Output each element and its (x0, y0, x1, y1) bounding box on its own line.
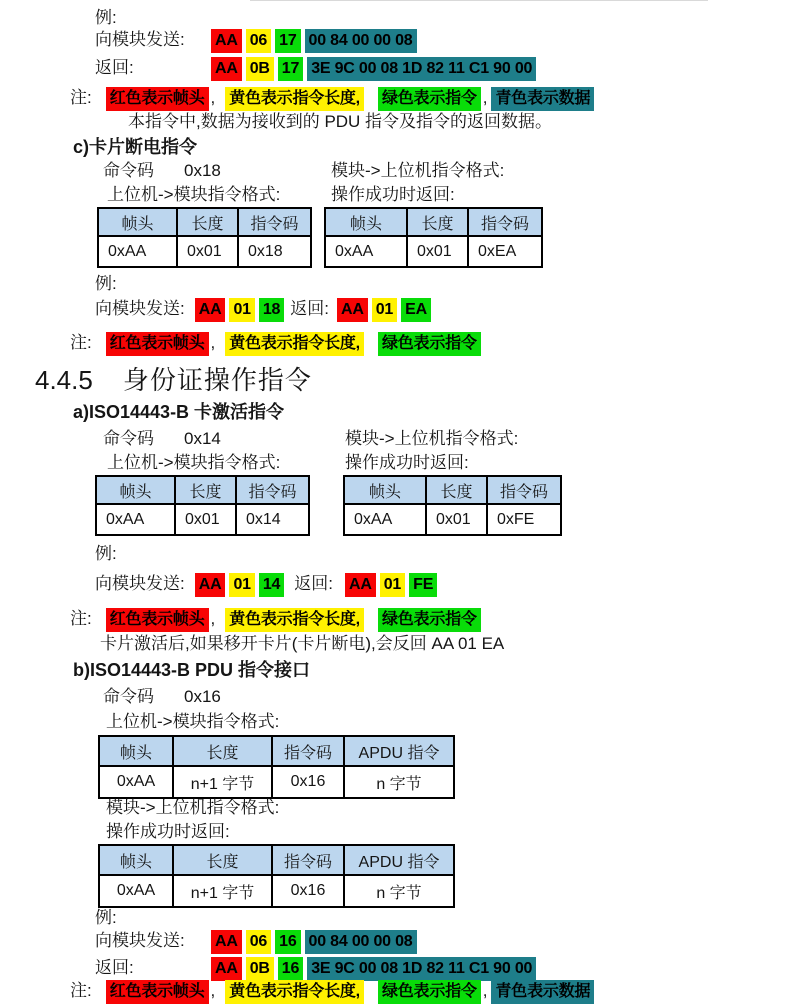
section-b-heading: b)ISO14443-B PDU 指令接口 (73, 660, 311, 680)
hex-chip-length: 01 (229, 298, 254, 322)
note-label: 注: (70, 88, 92, 107)
legend-red: 红色表示帧头 (106, 332, 209, 356)
command-code-value: 0x16 (184, 687, 221, 706)
legend-yellow: 黄色表示指令长度, (225, 980, 364, 1004)
return-label: 返回: (95, 958, 134, 977)
example-label: 例: (95, 8, 117, 27)
section-title: 身份证操作指令 (122, 365, 312, 395)
command-code-value: 0x18 (184, 161, 221, 180)
note-label: 注: (70, 981, 92, 1000)
color-legend-line (70, 331, 483, 356)
return-label: 返回: (294, 574, 333, 593)
hex-chip-length: 01 (229, 573, 254, 597)
table-cell: 0x01 (175, 504, 236, 535)
note-label: 注: (70, 333, 92, 352)
example-label: 例: (95, 908, 117, 927)
note-label: 注: (70, 609, 92, 628)
legend-green: 绿色表示指令 (378, 332, 481, 356)
table-header-cell: 帧头 (98, 208, 177, 236)
hex-chip-frame-header: AA (195, 573, 226, 597)
hex-chip-frame-header: AA (211, 957, 242, 981)
format-up-label: 上位机->模块指令格式: (107, 185, 281, 204)
legend-comma: , (210, 609, 216, 628)
hex-chip-command: 14 (259, 573, 284, 597)
table-header-cell: 指令码 (236, 476, 309, 504)
hex-chip-frame-header: AA (211, 29, 242, 53)
command-code-label: 命令码 (103, 161, 154, 180)
table-header-cell: 长度 (177, 208, 238, 236)
send-example-line (95, 929, 421, 954)
table-header-cell: 长度 (173, 845, 272, 875)
hex-chip-data: 3E 9C 00 08 1D 82 11 C1 90 00 (307, 957, 536, 981)
color-legend-line (70, 86, 596, 111)
table-header-cell: 指令码 (272, 736, 344, 766)
card-removed-note: 卡片激活后,如果移开卡片(卡片断电),会反回 AA 01 EA (100, 634, 505, 653)
send-example-line (95, 28, 421, 53)
hex-chip-command: EA (401, 298, 431, 322)
table-cell: n+1 字节 (173, 766, 272, 798)
table-header-cell: 指令码 (487, 476, 561, 504)
hex-chip-data: 3E 9C 00 08 1D 82 11 C1 90 00 (307, 57, 536, 81)
example-label: 例: (95, 544, 117, 563)
hex-chip-frame-header: AA (211, 57, 242, 81)
success-return-label: 操作成功时返回: (331, 185, 455, 204)
hex-chip-frame-header: AA (337, 298, 368, 322)
hex-chip-command: 17 (278, 57, 303, 81)
table-header-cell: 帧头 (96, 476, 175, 504)
format-down-label: 模块->上位机指令格式: (331, 161, 505, 180)
table-cell: 0x01 (177, 236, 238, 267)
success-return-label: 操作成功时返回: (345, 453, 469, 472)
send-return-example-line (95, 297, 435, 322)
legend-yellow: 黄色表示指令长度, (225, 332, 364, 356)
format-down-label: 模块->上位机指令格式: (106, 798, 280, 817)
hex-chip-length: 0B (246, 57, 274, 81)
success-return-label: 操作成功时返回: (106, 822, 230, 841)
table-header-cell: APDU 指令 (344, 736, 454, 766)
section-c-heading: c)卡片断电指令 (73, 137, 198, 157)
table-cell: n 字节 (344, 875, 454, 907)
table-header-cell: 长度 (407, 208, 468, 236)
hex-chip-command: 17 (275, 29, 300, 53)
legend-comma: , (210, 333, 216, 352)
page-top-divider (250, 0, 708, 1)
response-format-table (324, 207, 543, 268)
pdu-response-format-table (98, 844, 455, 908)
return-label: 返回: (95, 58, 134, 77)
response-format-table (343, 475, 562, 536)
command-code-line (103, 159, 221, 183)
send-label: 向模块发送: (95, 574, 185, 593)
hex-chip-length: 06 (246, 930, 271, 954)
hex-chip-frame-header: AA (195, 298, 226, 322)
hex-chip-data: 00 84 00 00 08 (305, 930, 417, 954)
send-label: 向模块发送: (95, 30, 185, 49)
color-legend-line-clipped (70, 979, 596, 1004)
table-header-cell: 长度 (426, 476, 487, 504)
table-header-cell: 帧头 (99, 845, 173, 875)
send-label: 向模块发送: (95, 299, 185, 318)
table-header-cell: 指令码 (468, 208, 542, 236)
hex-chip-frame-header: AA (345, 573, 376, 597)
table-cell: 0xAA (99, 875, 173, 907)
format-up-label: 上位机->模块指令格式: (106, 712, 280, 731)
hex-chip-length: 01 (372, 298, 397, 322)
table-header-cell: 帧头 (344, 476, 426, 504)
send-label: 向模块发送: (95, 931, 185, 950)
hex-chip-command: FE (409, 573, 437, 597)
table-cell: 0xAA (344, 504, 426, 535)
table-cell: n+1 字节 (173, 875, 272, 907)
format-up-label: 上位机->模块指令格式: (107, 453, 281, 472)
command-code-label: 命令码 (103, 687, 154, 706)
command-code-line (103, 427, 221, 451)
section-number: 4.4.5 (35, 365, 93, 395)
table-cell: 0xFE (487, 504, 561, 535)
legend-green: 绿色表示指令 (378, 608, 481, 632)
legend-green: 绿色表示指令 (378, 87, 481, 111)
table-cell: 0xAA (98, 236, 177, 267)
table-header-cell: 长度 (173, 736, 272, 766)
section-a-heading: a)ISO14443-B 卡激活指令 (73, 402, 285, 422)
table-cell: 0xAA (99, 766, 173, 798)
table-cell: 0x01 (407, 236, 468, 267)
table-cell: n 字节 (344, 766, 454, 798)
table-header-cell: 指令码 (238, 208, 311, 236)
pdu-request-format-table (98, 735, 455, 799)
table-cell: 0x01 (426, 504, 487, 535)
hex-chip-data: 00 84 00 00 08 (305, 29, 417, 53)
table-header-cell: APDU 指令 (344, 845, 454, 875)
return-example-line (95, 56, 540, 81)
table-cell: 0x16 (272, 766, 344, 798)
hex-chip-length: 06 (246, 29, 271, 53)
table-header-cell: 帧头 (325, 208, 407, 236)
request-format-table (95, 475, 310, 536)
return-label: 返回: (290, 299, 329, 318)
hex-chip-command: 16 (278, 957, 303, 981)
request-format-table (97, 207, 312, 268)
legend-comma: , (482, 88, 488, 107)
hex-chip-length: 0B (246, 957, 274, 981)
table-header-cell: 帧头 (99, 736, 173, 766)
hex-chip-frame-header: AA (211, 930, 242, 954)
legend-comma: , (210, 981, 216, 1000)
table-header-cell: 长度 (175, 476, 236, 504)
legend-green: 绿色表示指令 (378, 980, 481, 1004)
color-legend-line (70, 607, 483, 632)
hex-chip-command: 16 (275, 930, 300, 954)
table-header-cell: 指令码 (272, 845, 344, 875)
table-cell: 0x16 (272, 875, 344, 907)
legend-red: 红色表示帧头 (106, 87, 209, 111)
table-cell: 0x14 (236, 504, 309, 535)
legend-teal: 青色表示数据 (491, 87, 594, 111)
table-cell: 0xEA (468, 236, 542, 267)
send-return-example-line (95, 572, 441, 597)
legend-comma: , (482, 981, 488, 1000)
command-code-value: 0x14 (184, 429, 221, 448)
legend-comma: , (210, 88, 216, 107)
hex-chip-length: 01 (380, 573, 405, 597)
example-label: 例: (95, 274, 117, 293)
table-cell: 0x18 (238, 236, 311, 267)
command-code-line (103, 685, 221, 709)
return-example-line (95, 956, 540, 981)
format-down-label: 模块->上位机指令格式: (345, 429, 519, 448)
hex-chip-command: 18 (259, 298, 284, 322)
table-cell: 0xAA (96, 504, 175, 535)
legend-teal: 青色表示数据 (491, 980, 594, 1004)
section-heading-445 (35, 360, 312, 397)
legend-yellow: 黄色表示指令长度, (225, 608, 364, 632)
legend-red: 红色表示帧头 (106, 608, 209, 632)
command-code-label: 命令码 (103, 429, 154, 448)
legend-red: 红色表示帧头 (106, 980, 209, 1004)
note-text: 本指令中,数据为接收到的 PDU 指令及指令的返回数据。 (128, 112, 553, 131)
table-cell: 0xAA (325, 236, 407, 267)
legend-yellow: 黄色表示指令长度, (225, 87, 364, 111)
